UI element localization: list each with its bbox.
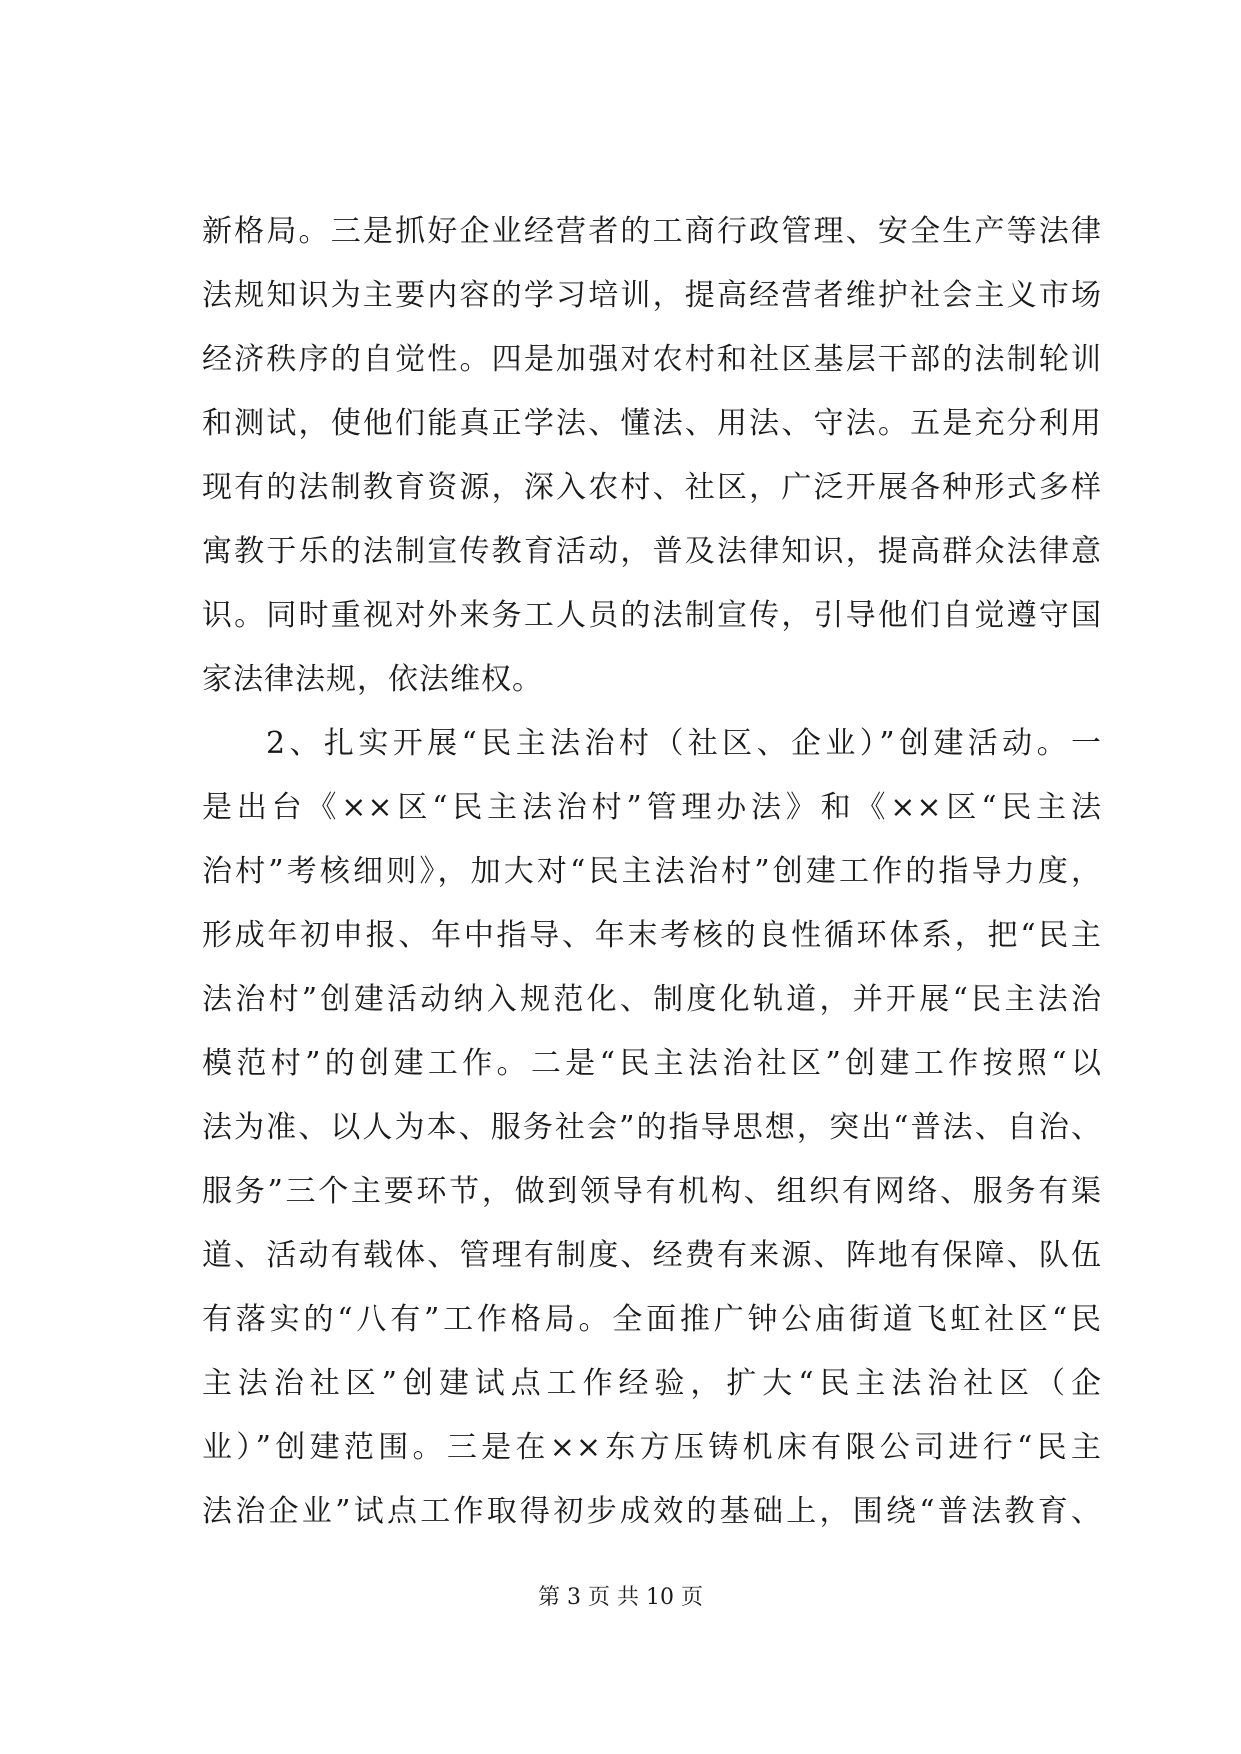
text-line: 寓教于乐的法制宣传教育活动，普及法律知识，提高群众法律意 bbox=[202, 534, 1102, 569]
text-line: 法为准、以人为本、服务社会”的指导思想，突出“普法、自治、 bbox=[202, 1110, 1102, 1145]
page-number-footer: 第 3 页 共 10 页 bbox=[538, 1585, 703, 1610]
text-line: 模范村”的创建工作。二是“民主法治社区”创建工作按照“以 bbox=[202, 1046, 1102, 1081]
text-line: 形成年初申报、年中指导、年末考核的良性循环体系，把“民主 bbox=[202, 918, 1102, 953]
text-line: 法规知识为主要内容的学习培训，提高经营者维护社会主义市场 bbox=[202, 278, 1102, 313]
text-line: 有落实的“八有”工作格局。全面推广钟公庙街道飞虹社区“民 bbox=[202, 1302, 1102, 1337]
text-line: 法治村”创建活动纳入规范化、制度化轨道，并开展“民主法治 bbox=[202, 982, 1102, 1017]
text-line: 业）”创建范围。三是在××东方压铸机床有限公司进行“民主 bbox=[202, 1430, 1102, 1465]
text-line: 道、活动有载体、管理有制度、经费有来源、阵地有保障、队伍 bbox=[202, 1238, 1102, 1273]
text-line: 和测试，使他们能真正学法、懂法、用法、守法。五是充分利用 bbox=[202, 406, 1102, 441]
text-line: 家法律法规，依法维权。 bbox=[202, 662, 543, 697]
text-line: 经济秩序的自觉性。四是加强对农村和社区基层干部的法制轮训 bbox=[202, 342, 1102, 377]
text-line: 治村”考核细则》，加大对“民主法治村”创建工作的指导力度， bbox=[202, 854, 1102, 889]
text-line: 识。同时重视对外来务工人员的法制宣传，引导他们自觉遵守国 bbox=[202, 598, 1102, 633]
text-line: 新格局。三是抓好企业经营者的工商行政管理、安全生产等法律 bbox=[202, 214, 1102, 249]
text-line: 服务”三个主要环节，做到领导有机构、组织有网络、服务有渠 bbox=[202, 1174, 1102, 1209]
document-body bbox=[202, 200, 1102, 1544]
paragraph-start-line: 2、扎实开展“民主法治村（社区、企业）”创建活动。一 bbox=[266, 726, 1102, 761]
text-line: 现有的法制教育资源，深入农村、社区，广泛开展各种形式多样 bbox=[202, 470, 1102, 505]
text-line: 法治企业”试点工作取得初步成效的基础上，围绕“普法教育、 bbox=[202, 1494, 1102, 1529]
text-line: 主法治社区”创建试点工作经验，扩大“民主法治社区（企 bbox=[202, 1366, 1102, 1401]
text-line: 是出台《××区“民主法治村”管理办法》和《××区“民主法 bbox=[202, 790, 1102, 825]
